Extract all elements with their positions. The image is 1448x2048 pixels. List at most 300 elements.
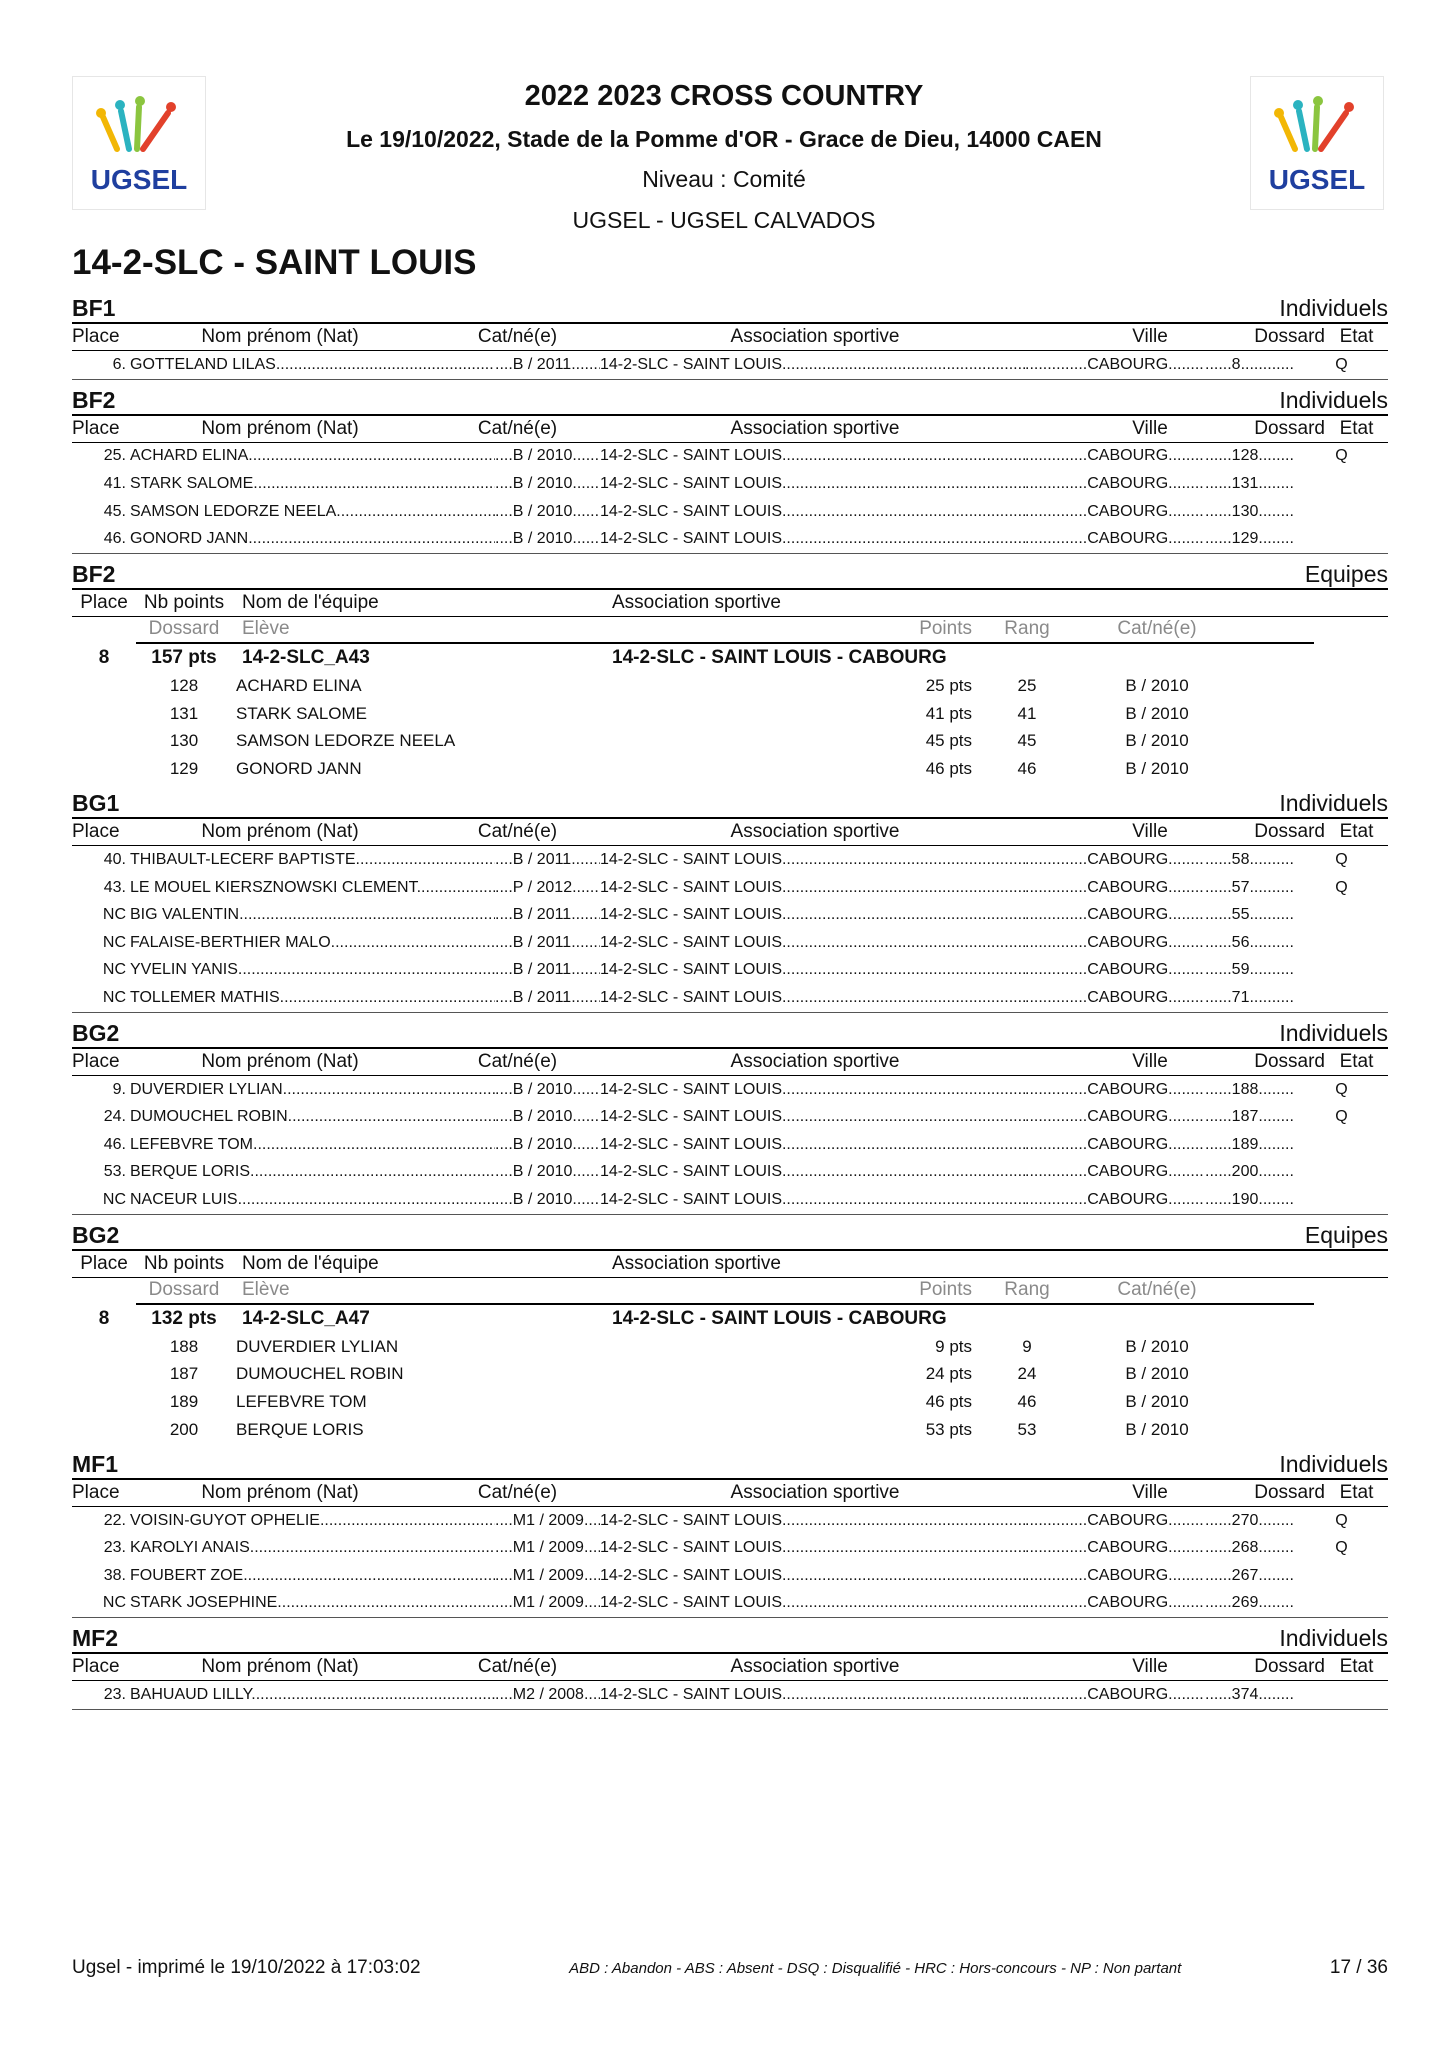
page-number: 17 / 36 — [1329, 1957, 1388, 1978]
table-row — [72, 874, 1388, 902]
column-header-bib: Dossard — [148, 618, 220, 640]
association-cell — [600, 503, 1025, 521]
member-bib: 200 — [169, 1419, 199, 1439]
name-cell — [130, 1108, 495, 1126]
member-name: DUVERDIER LYLIAN — [236, 1336, 399, 1356]
bib-cell: ......130 ..... — [1205, 503, 1295, 521]
status-cell: Q — [1335, 850, 1348, 868]
column-header-asso: Association sportive — [730, 326, 900, 347]
table-row — [72, 1159, 1388, 1187]
athlete-name: STARK SALOME ..... — [130, 475, 495, 492]
category-value: .... B / 2010 ..... — [495, 1163, 600, 1180]
category-value: .... B / 2011 ..... — [495, 934, 600, 951]
column-header-etat: Etat — [1339, 1656, 1374, 1678]
column-header-asso: Association sportive — [730, 1481, 900, 1503]
bib-value: 71 ..... — [1232, 989, 1295, 1006]
school-title: 14-2-SLC - SAINT LOUIS — [72, 243, 477, 282]
athlete-name: DUVERDIER LYLIAN ..... — [130, 1081, 495, 1098]
team-name: 14-2-SLC_A43 — [242, 646, 370, 668]
place-cell: 46. — [103, 530, 126, 548]
association-value: 14-2-SLC - SAINT LOUIS ..... — [600, 961, 1025, 978]
bib-value: 58 ..... — [1232, 851, 1295, 868]
status-cell: Q — [1335, 447, 1348, 465]
city-value: CABOURG ..... — [1087, 530, 1205, 547]
section-type: Individuels — [1279, 1450, 1388, 1477]
city-cell: ..............CABOURG ..... — [1025, 530, 1205, 548]
member-rank: 24 — [1017, 1364, 1037, 1384]
city-value: CABOURG ..... — [1087, 1136, 1205, 1153]
column-header-asso: Association sportive — [730, 1656, 900, 1678]
table-row — [72, 984, 1388, 1013]
bib-value: 57 ..... — [1232, 879, 1295, 896]
table-row — [72, 929, 1388, 957]
column-header-asso: Association sportive — [730, 417, 900, 439]
city-value: CABOURG ..... — [1087, 1539, 1205, 1556]
section-header — [72, 1444, 1388, 1478]
association-value: 14-2-SLC - SAINT LOUIS ..... — [600, 1567, 1025, 1584]
bib-value: 56 ..... — [1232, 934, 1295, 951]
table-row — [72, 1103, 1388, 1131]
athlete-name: GOTTELAND LILAS ..... — [130, 356, 495, 373]
category-cell — [495, 1081, 600, 1099]
bib-cell: ......8 ..... — [1205, 356, 1295, 374]
team-name: 14-2-SLC_A47 — [242, 1307, 370, 1329]
column-header-bib: Dossard — [148, 1279, 220, 1301]
name-cell — [130, 989, 495, 1007]
member-bib: 129 — [169, 759, 199, 779]
section-bf2-team — [72, 554, 1388, 783]
association-value: 14-2-SLC - SAINT LOUIS ..... — [600, 1594, 1025, 1611]
athlete-name: BAHUAUD LILLY ..... — [130, 1686, 495, 1703]
category-cell — [495, 503, 600, 521]
place-cell: 25. — [103, 447, 126, 465]
association-cell — [600, 961, 1025, 979]
member-name: SAMSON LEDORZE NEELA — [236, 731, 456, 751]
category-cell — [495, 989, 600, 1007]
member-rank: 45 — [1017, 731, 1037, 751]
city-value: CABOURG ..... — [1087, 1512, 1205, 1529]
name-cell — [130, 1594, 495, 1612]
association-value: 14-2-SLC - SAINT LOUIS ..... — [600, 1539, 1025, 1556]
city-value: CABOURG ..... — [1087, 1567, 1205, 1584]
name-cell — [130, 1567, 495, 1585]
association-value: 14-2-SLC - SAINT LOUIS ..... — [600, 1108, 1025, 1125]
athlete-name: GONORD JANN ..... — [130, 530, 495, 547]
column-header-ville: Ville — [1132, 1656, 1168, 1678]
category-cell — [495, 1512, 600, 1530]
city-value: CABOURG ..... — [1087, 1081, 1205, 1098]
city-value: CABOURG ..... — [1087, 961, 1205, 978]
association-cell — [600, 989, 1025, 1007]
association-cell — [600, 1081, 1025, 1099]
section-category: BF1 — [72, 295, 116, 321]
place-cell: 9. — [112, 1080, 126, 1098]
column-header-place: Place — [72, 821, 120, 843]
association-cell — [600, 530, 1025, 548]
category-cell — [495, 934, 600, 952]
association-cell — [600, 1539, 1025, 1557]
team-association: 14-2-SLC - SAINT LOUIS - CABOURG — [612, 646, 947, 668]
name-cell — [130, 1081, 495, 1099]
bib-cell: ......190 ..... — [1205, 1191, 1295, 1209]
category-value: .... B / 2010 ..... — [495, 1108, 600, 1125]
member-name: GONORD JANN — [236, 759, 362, 779]
column-header-team-name: Nom de l'équipe — [242, 1252, 379, 1274]
column-header-etat: Etat — [1339, 326, 1374, 347]
association-value: 14-2-SLC - SAINT LOUIS ..... — [600, 356, 1025, 373]
category-cell — [495, 851, 600, 869]
category-value: .... M1 / 2009 ..... — [495, 1512, 600, 1529]
association-cell — [600, 1686, 1025, 1704]
member-name: ACHARD ELINA — [236, 675, 362, 695]
team-member-row — [136, 1333, 1388, 1361]
section-mf1-ind — [72, 1444, 1388, 1618]
city-cell: ..............CABOURG ..... — [1025, 1567, 1205, 1585]
column-header-place: Place — [72, 1050, 120, 1072]
city-value: CABOURG ..... — [1087, 879, 1205, 896]
member-category: B / 2010 — [1125, 703, 1189, 723]
column-header-team-name: Nom de l'équipe — [242, 591, 379, 613]
association-cell — [600, 1594, 1025, 1612]
status-cell: Q — [1335, 1108, 1348, 1126]
table-row — [72, 470, 1388, 498]
table-header — [72, 414, 1388, 443]
team-member-row — [136, 1416, 1388, 1444]
category-value: .... B / 2010 ..... — [495, 530, 600, 547]
category-cell — [495, 879, 600, 897]
section-bf2-ind — [72, 380, 1388, 554]
team-member-header — [136, 617, 1314, 644]
status-cell: Q — [1335, 355, 1348, 373]
event-level: Niveau : Comité — [642, 166, 806, 192]
bib-value: 188 ..... — [1232, 1081, 1295, 1098]
bib-cell: ......57 ..... — [1205, 879, 1295, 897]
association-value: 14-2-SLC - SAINT LOUIS ..... — [600, 1081, 1025, 1098]
status-cell: Q — [1335, 1511, 1348, 1529]
name-cell — [130, 851, 495, 869]
association-cell — [600, 356, 1025, 374]
column-header-place: Place — [80, 1252, 128, 1274]
column-header-category: Cat/né(e) — [1117, 618, 1197, 640]
city-cell: ..............CABOURG ..... — [1025, 879, 1205, 897]
member-rank: 46 — [1017, 759, 1037, 779]
city-cell: ..............CABOURG ..... — [1025, 851, 1205, 869]
section-header — [72, 288, 1388, 322]
category-value: .... B / 2010 ..... — [495, 475, 600, 492]
bib-cell: ......59 ..... — [1205, 961, 1295, 979]
member-bib: 128 — [169, 675, 199, 695]
section-category: MF1 — [72, 1450, 118, 1477]
section-header — [72, 1013, 1388, 1047]
table-row — [72, 1507, 1388, 1535]
city-value: CABOURG ..... — [1087, 1163, 1205, 1180]
city-cell: ..............CABOURG ..... — [1025, 1136, 1205, 1154]
category-value: .... B / 2010 ..... — [495, 447, 600, 464]
city-cell: ..............CABOURG ..... — [1025, 1163, 1205, 1181]
athlete-name: YVELIN YANIS ..... — [130, 961, 495, 978]
bib-cell: ......374 ..... — [1205, 1686, 1295, 1704]
bib-cell: ......128 ..... — [1205, 447, 1295, 465]
category-value: .... M1 / 2009 ..... — [495, 1539, 600, 1556]
table-header — [72, 817, 1388, 846]
athlete-name: THIBAULT-LECERF BAPTISTE ..... — [130, 851, 495, 868]
name-cell — [130, 1136, 495, 1154]
association-cell — [600, 851, 1025, 869]
place-cell: 45. — [103, 502, 126, 520]
bib-cell: ......187 ..... — [1205, 1108, 1295, 1126]
table-row — [72, 1076, 1388, 1104]
association-cell — [600, 906, 1025, 924]
svg-text:UGSEL: UGSEL — [1268, 164, 1366, 195]
name-cell — [130, 1163, 495, 1181]
city-value: CABOURG ..... — [1087, 989, 1205, 1006]
bib-value: 131 ..... — [1232, 475, 1295, 492]
city-cell: ..............CABOURG ..... — [1025, 447, 1205, 465]
page-footer — [72, 1957, 1388, 1979]
event-organization: UGSEL - UGSEL CALVADOS — [572, 207, 876, 233]
category-value: .... B / 2011 ..... — [495, 961, 600, 978]
name-cell — [130, 530, 495, 548]
column-header-place: Place — [72, 1481, 120, 1503]
association-cell — [600, 1567, 1025, 1585]
section-header — [72, 380, 1388, 414]
association-value: 14-2-SLC - SAINT LOUIS ..... — [600, 447, 1025, 464]
bib-value: 130 ..... — [1232, 503, 1295, 520]
section-header — [72, 1215, 1388, 1249]
city-cell: ..............CABOURG ..... — [1025, 1191, 1205, 1209]
category-value: .... B / 2010 ..... — [495, 1081, 600, 1098]
member-rank: 25 — [1017, 675, 1037, 695]
column-header-cat: Cat/né(e) — [477, 821, 558, 843]
table-row — [72, 525, 1388, 554]
association-value: 14-2-SLC - SAINT LOUIS ..... — [600, 1191, 1025, 1208]
association-cell — [600, 1108, 1025, 1126]
table-row — [72, 498, 1388, 526]
name-cell — [130, 447, 495, 465]
column-header-points-total: Nb points — [143, 1252, 225, 1274]
category-cell — [495, 530, 600, 548]
bib-cell: ......268 ..... — [1205, 1539, 1295, 1557]
column-header-association: Association sportive — [612, 591, 781, 613]
name-cell — [130, 356, 495, 374]
team-row — [72, 1305, 1388, 1333]
city-cell: ..............CABOURG ..... — [1025, 1108, 1205, 1126]
place-cell: 22. — [103, 1511, 126, 1529]
column-header-dossard: Dossard — [1254, 1050, 1325, 1072]
bib-cell: ......188 ..... — [1205, 1081, 1295, 1099]
association-value: 14-2-SLC - SAINT LOUIS ..... — [600, 503, 1025, 520]
table-header — [72, 322, 1388, 351]
table-header — [72, 1652, 1388, 1681]
team-member-row — [136, 1388, 1388, 1416]
city-cell: ..............CABOURG ..... — [1025, 1539, 1205, 1557]
member-rank: 9 — [1022, 1336, 1032, 1356]
place-cell: 41. — [103, 474, 126, 492]
name-cell — [130, 1539, 495, 1557]
team-member-row — [136, 700, 1388, 728]
table-row — [72, 443, 1388, 471]
column-header-etat: Etat — [1339, 1050, 1374, 1072]
table-row — [72, 1131, 1388, 1159]
association-value: 14-2-SLC - SAINT LOUIS ..... — [600, 879, 1025, 896]
athlete-name: LEFEBVRE TOM ..... — [130, 1136, 495, 1153]
city-cell: ..............CABOURG ..... — [1025, 961, 1205, 979]
bib-value: 129 ..... — [1232, 530, 1295, 547]
city-value: CABOURG ..... — [1087, 1686, 1205, 1703]
column-header-student: Elève — [242, 618, 290, 640]
bib-value: 128 ..... — [1232, 447, 1295, 464]
category-cell — [495, 1108, 600, 1126]
legend: ABD : Abandon - ABS : Absent - DSQ : Disqualifié - HRC : Hors-concours - NP : Non partant — [569, 1959, 1182, 1977]
column-header-points: Points — [919, 1279, 972, 1301]
print-date: Ugsel - imprimé le 19/10/2022 à 17:03:02 — [72, 1957, 421, 1978]
team-member-row — [136, 728, 1388, 756]
column-header-name: Nom prénom (Nat) — [201, 326, 359, 347]
athlete-name: VOISIN-GUYOT OPHELIE ..... — [130, 1512, 495, 1529]
bib-value: 59 ..... — [1232, 961, 1295, 978]
bib-cell: ......200 ..... — [1205, 1163, 1295, 1181]
column-header-ville: Ville — [1132, 1481, 1168, 1503]
bib-value: 189 ..... — [1232, 1136, 1295, 1153]
city-cell: ..............CABOURG ..... — [1025, 989, 1205, 1007]
section-header — [72, 554, 1388, 588]
place-cell: NC — [102, 906, 126, 924]
association-value: 14-2-SLC - SAINT LOUIS ..... — [600, 475, 1025, 492]
section-category: BF2 — [72, 560, 116, 587]
member-bib: 188 — [169, 1336, 199, 1356]
bib-value: 55 ..... — [1232, 906, 1295, 923]
category-cell — [495, 1136, 600, 1154]
city-cell: ..............CABOURG ..... — [1025, 503, 1205, 521]
bib-cell: ......55 ..... — [1205, 906, 1295, 924]
association-cell — [600, 934, 1025, 952]
member-bib: 187 — [169, 1364, 199, 1384]
member-name: BERQUE LORIS — [236, 1419, 364, 1439]
column-header-place: Place — [72, 417, 120, 439]
bib-cell: ......131 ..... — [1205, 475, 1295, 493]
place-cell: 23. — [103, 1539, 126, 1557]
column-header-name: Nom prénom (Nat) — [201, 417, 359, 439]
column-header-cat: Cat/né(e) — [477, 326, 558, 347]
city-cell: ..............CABOURG ..... — [1025, 1686, 1205, 1704]
table-row — [72, 901, 1388, 929]
bib-value: 374 ..... — [1232, 1686, 1295, 1703]
column-header-name: Nom prénom (Nat) — [201, 1481, 359, 1503]
section-bg2-team — [72, 1215, 1388, 1444]
bib-value: 190 ..... — [1232, 1191, 1295, 1208]
city-cell: ..............CABOURG ..... — [1025, 356, 1205, 374]
column-header-student: Elève — [242, 1279, 290, 1301]
category-value: .... B / 2010 ..... — [495, 1136, 600, 1153]
city-cell: ..............CABOURG ..... — [1025, 906, 1205, 924]
member-category: B / 2010 — [1125, 1336, 1189, 1356]
member-category: B / 2010 — [1125, 1364, 1189, 1384]
bib-value: 200 ..... — [1232, 1163, 1295, 1180]
member-name: DUMOUCHEL ROBIN — [236, 1364, 404, 1384]
city-value: CABOURG ..... — [1087, 1108, 1205, 1125]
association-value: 14-2-SLC - SAINT LOUIS ..... — [600, 1686, 1025, 1703]
association-value: 14-2-SLC - SAINT LOUIS ..... — [600, 1163, 1025, 1180]
column-header-etat: Etat — [1339, 1481, 1374, 1503]
city-value: CABOURG ..... — [1087, 1594, 1205, 1611]
city-value: CABOURG ..... — [1087, 851, 1205, 868]
member-points: 24 pts — [925, 1364, 972, 1384]
athlete-name: ACHARD ELINA ..... — [130, 447, 495, 464]
association-value: 14-2-SLC - SAINT LOUIS ..... — [600, 1136, 1025, 1153]
table-header — [72, 1478, 1388, 1507]
place-cell: NC — [102, 961, 126, 979]
category-value: .... P / 2012 ..... — [495, 879, 600, 896]
city-value: CABOURG ..... — [1087, 503, 1205, 520]
section-category: MF2 — [72, 1625, 118, 1652]
category-cell — [495, 1191, 600, 1209]
name-cell — [130, 934, 495, 952]
section-category: BG2 — [72, 1019, 120, 1046]
column-header-place: Place — [80, 591, 128, 613]
category-value: .... M1 / 2009 ..... — [495, 1594, 600, 1611]
name-cell — [130, 503, 495, 521]
column-header-name: Nom prénom (Nat) — [201, 821, 359, 843]
column-header-dossard: Dossard — [1254, 1656, 1325, 1678]
place-cell: 24. — [103, 1108, 126, 1126]
member-points: 45 pts — [925, 731, 972, 751]
column-header-dossard: Dossard — [1254, 821, 1325, 843]
category-cell — [495, 961, 600, 979]
table-header — [72, 1047, 1388, 1076]
place-cell: 38. — [103, 1566, 126, 1584]
table-row — [72, 1590, 1388, 1619]
section-mf2-ind — [72, 1618, 1388, 1710]
athlete-name: DUMOUCHEL ROBIN ..... — [130, 1108, 495, 1125]
table-row — [72, 1186, 1388, 1215]
bib-cell: ......270 ..... — [1205, 1512, 1295, 1530]
member-category: B / 2010 — [1125, 1392, 1189, 1412]
category-cell — [495, 1163, 600, 1181]
association-cell — [600, 879, 1025, 897]
column-header-cat: Cat/né(e) — [477, 1050, 558, 1072]
bib-cell: ......269 ..... — [1205, 1594, 1295, 1612]
place-cell: 53. — [103, 1163, 126, 1181]
team-association: 14-2-SLC - SAINT LOUIS - CABOURG — [612, 1307, 947, 1329]
team-member-row — [136, 1360, 1388, 1388]
results-sections — [72, 288, 1388, 1710]
athlete-name: FALAISE-BERTHIER MALO ..... — [130, 934, 495, 951]
column-header-ville: Ville — [1132, 821, 1168, 843]
athlete-name: KAROLYI ANAIS ..... — [130, 1539, 495, 1556]
city-value: CABOURG ..... — [1087, 906, 1205, 923]
name-cell — [130, 906, 495, 924]
team-points: 157 pts — [151, 646, 217, 668]
member-name: LEFEBVRE TOM — [236, 1392, 367, 1412]
table-row — [72, 1562, 1388, 1590]
column-header-dossard: Dossard — [1254, 417, 1325, 439]
status-cell: Q — [1335, 878, 1348, 896]
bib-cell: ......267 ..... — [1205, 1567, 1295, 1585]
event-title: 2022 2023 CROSS COUNTRY — [524, 80, 924, 112]
column-header-etat: Etat — [1339, 417, 1374, 439]
association-value: 14-2-SLC - SAINT LOUIS ..... — [600, 851, 1025, 868]
category-value: .... B / 2011 ..... — [495, 851, 600, 868]
column-header-points: Points — [919, 618, 972, 640]
member-points: 46 pts — [925, 759, 972, 779]
bib-value: 187 ..... — [1232, 1108, 1295, 1125]
member-category: B / 2010 — [1125, 1419, 1189, 1439]
association-value: 14-2-SLC - SAINT LOUIS ..... — [600, 530, 1025, 547]
team-member-row — [136, 755, 1388, 783]
team-place: 8 — [98, 646, 110, 668]
member-points: 25 pts — [925, 675, 972, 695]
athlete-name: NACEUR LUIS ..... — [130, 1191, 495, 1208]
